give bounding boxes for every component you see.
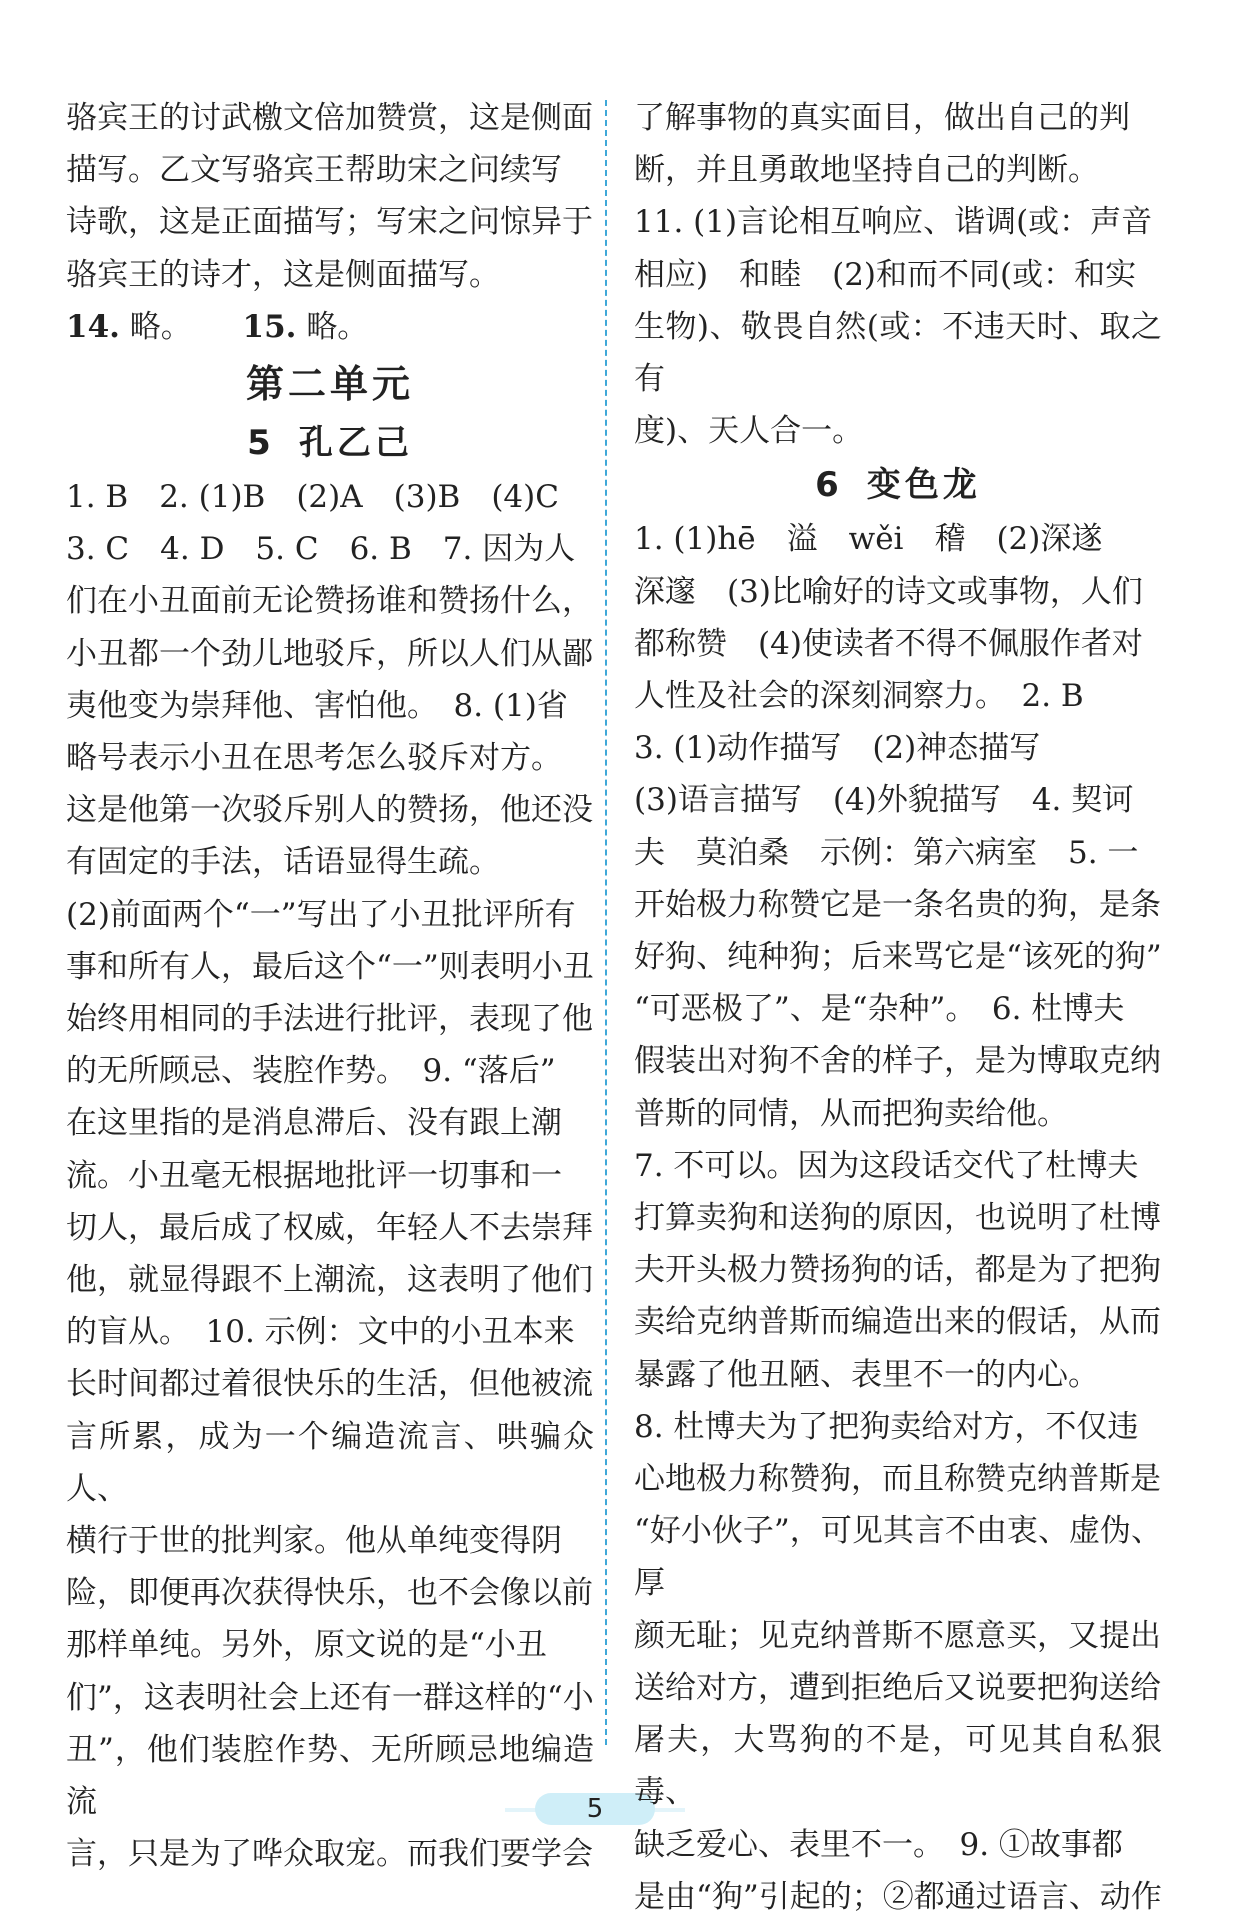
lesson-number: 6 — [815, 465, 843, 506]
text-line: 开始极力称赞它是一条名贵的狗，是条 — [634, 886, 1161, 923]
answer-14-15 — [66, 301, 594, 353]
text-line: 相应) 和睦 (2)和而不同(或：和实 — [634, 256, 1137, 293]
text-line: 的盲从。 10. 示例：文中的小丑本来 — [66, 1314, 575, 1351]
text-line: 深邃 (3)比喻好的诗文或事物，人们 — [634, 573, 1143, 610]
text-line: 1. B 2. (1)B (2)A (3)B (4)C — [66, 479, 559, 516]
text-line: 骆宾王的诗才，这是侧面描写。 — [66, 256, 500, 293]
text-line: 好狗、纯种狗；后来骂它是“该死的狗” — [634, 939, 1162, 976]
text-line: 这是他第一次驳斥别人的赞扬，他还没 — [66, 792, 593, 829]
lesson-title: 孔乙己 — [298, 423, 413, 464]
text-line: 都称赞 (4)使读者不得不佩服作者对 — [634, 625, 1143, 662]
page-number — [535, 1787, 655, 1831]
text-line: 小丑都一个劲儿地驳斥，所以人们从鄙 — [66, 635, 593, 672]
text-line: 言所累，成为一个编造流言、哄骗众人、 — [66, 1418, 594, 1507]
lesson-6-heading — [634, 457, 1162, 513]
left-column — [66, 92, 594, 1881]
text-line: 是由“狗”引起的；②都通过语言、动作 — [634, 1878, 1162, 1915]
text-line: 他，就显得跟不上潮流，这表明了他们 — [66, 1262, 593, 1299]
text-line: 3. C 4. D 5. C 6. B 7. 因为人 — [66, 531, 576, 568]
text-line: 事和所有人，最后这个“一”则表明小丑 — [66, 948, 594, 985]
lesson-5-heading — [66, 415, 594, 471]
text-line: 人性及社会的深刻洞察力。 2. B — [634, 678, 1084, 715]
text-line: 送给对方，遭到拒绝后又说要把狗送给 — [634, 1669, 1161, 1706]
text-line: “好小伙子”，可见其言不由衷、虚伪、厚 — [634, 1513, 1162, 1602]
left-intro — [66, 92, 594, 301]
question-14-number: 14. — [66, 308, 120, 345]
text-line: (2)前面两个“一”写出了小丑批评所有 — [66, 896, 576, 933]
text-line: 骆宾王的讨武檄文倍加赞赏，这是侧面 — [66, 100, 593, 136]
text-line: 始终用相同的手法进行批评，表现了他 — [66, 1001, 593, 1038]
text-line: 8. 杜博夫为了把狗卖给对方，不仅违 — [634, 1408, 1139, 1445]
text-line: 了解事物的真实面目，做出自己的判 — [634, 100, 1130, 136]
text-line: 3. (1)动作描写 (2)神态描写 — [634, 730, 1041, 767]
text-line: 夷他变为崇拜他、害怕他。 8. (1)省 — [66, 687, 568, 724]
text-line: 丑”，他们装腔作势、无所顾忌地编造流 — [66, 1731, 594, 1821]
text-line: 断，并且勇敢地坚持自己的判断。 — [634, 152, 1099, 189]
text-line: 1. (1)hē 溢 wěi 稽 (2)深遂 — [634, 521, 1103, 558]
text-line: 诗歌，这是正面描写；写宋之问惊异于 — [66, 204, 593, 241]
lesson-title: 变色龙 — [866, 465, 981, 506]
text-line: 略号表示小丑在思考怎么驳斥对方。 — [66, 740, 562, 777]
right-intro — [634, 92, 1162, 457]
text-line: 屠夫，大骂狗的不是，可见其自私狠毒、 — [634, 1722, 1162, 1811]
text-line: 打算卖狗和送狗的原因，也说明了杜博 — [634, 1200, 1161, 1237]
text-line: 那样单纯。另外，原文说的是“小丑 — [66, 1627, 547, 1664]
question-15-answer: 略。 — [306, 308, 369, 345]
lesson-5-answers — [66, 471, 594, 1880]
text-line: 夫开头极力赞扬狗的话，都是为了把狗 — [634, 1252, 1161, 1289]
text-line: 缺乏爱心、表里不一。 9. ①故事都 — [634, 1826, 1123, 1863]
text-line: 7. 不可以。因为这段话交代了杜博夫 — [634, 1147, 1139, 1184]
text-line: 卖给克纳普斯而编造出来的假话，从而 — [634, 1304, 1161, 1341]
text-line: “可恶极了”、是“杂种”。 6. 杜博夫 — [634, 991, 1125, 1028]
text-line: 心地极力称赞狗，而且称赞克纳普斯是 — [634, 1461, 1161, 1498]
text-line: 在这里指的是消息滞后、没有跟上潮 — [66, 1105, 562, 1142]
text-line: 切人，最后成了权威，年轻人不去崇拜 — [66, 1209, 593, 1246]
question-15-number: 15. — [242, 308, 297, 345]
lesson-6-answers — [634, 513, 1162, 1922]
text-line: (3)语言描写 (4)外貌描写 4. 契诃 — [634, 782, 1134, 819]
text-line: 生物)、敬畏自然(或：不违天时、取之有 — [634, 308, 1162, 398]
text-line: 流。小丑毫无根据地批评一切事和一 — [66, 1157, 562, 1194]
text-line: 有固定的手法，话语显得生疏。 — [66, 844, 500, 881]
page-number-text: 5 — [586, 1794, 604, 1824]
text-line: 11. (1)言论相互响应、谐调(或：声音 — [634, 204, 1153, 241]
lesson-number: 5 — [247, 423, 275, 464]
text-line: 暴露了他丑陋、表里不一的内心。 — [634, 1356, 1099, 1393]
text-line: 夫 莫泊桑 示例：第六病室 5. 一 — [634, 834, 1139, 871]
text-line: 们”，这表明社会上还有一群这样的“小 — [66, 1679, 594, 1716]
right-column — [634, 92, 1162, 1923]
text-line: 们在小丑面前无论赞扬谁和赞扬什么， — [66, 583, 593, 620]
column-divider — [605, 100, 607, 1745]
text-line: 描写。乙文写骆宾王帮助宋之问续写 — [66, 152, 562, 189]
question-14-answer: 略。 — [129, 308, 192, 345]
text-line: 横行于世的批判家。他从单纯变得阴 — [66, 1523, 562, 1560]
unit-title: 第二单元 — [245, 362, 414, 407]
text-line: 度)、天人合一。 — [634, 413, 864, 450]
text-line: 颜无耻；见克纳普斯不愿意买，又提出 — [634, 1617, 1161, 1654]
text-line: 的无所顾忌、装腔作势。 9. “落后” — [66, 1053, 556, 1090]
text-line: 普斯的同情，从而把狗卖给他。 — [634, 1095, 1068, 1132]
text-line: 假装出对狗不舍的样子，是为博取克纳 — [634, 1043, 1161, 1080]
text-line: 险，即便再次获得快乐，也不会像以前 — [66, 1575, 593, 1612]
text-line: 长时间都过着很快乐的生活，但他被流 — [66, 1366, 593, 1403]
text-line: 言，只是为了哗众取宠。而我们要学会 — [66, 1836, 593, 1873]
